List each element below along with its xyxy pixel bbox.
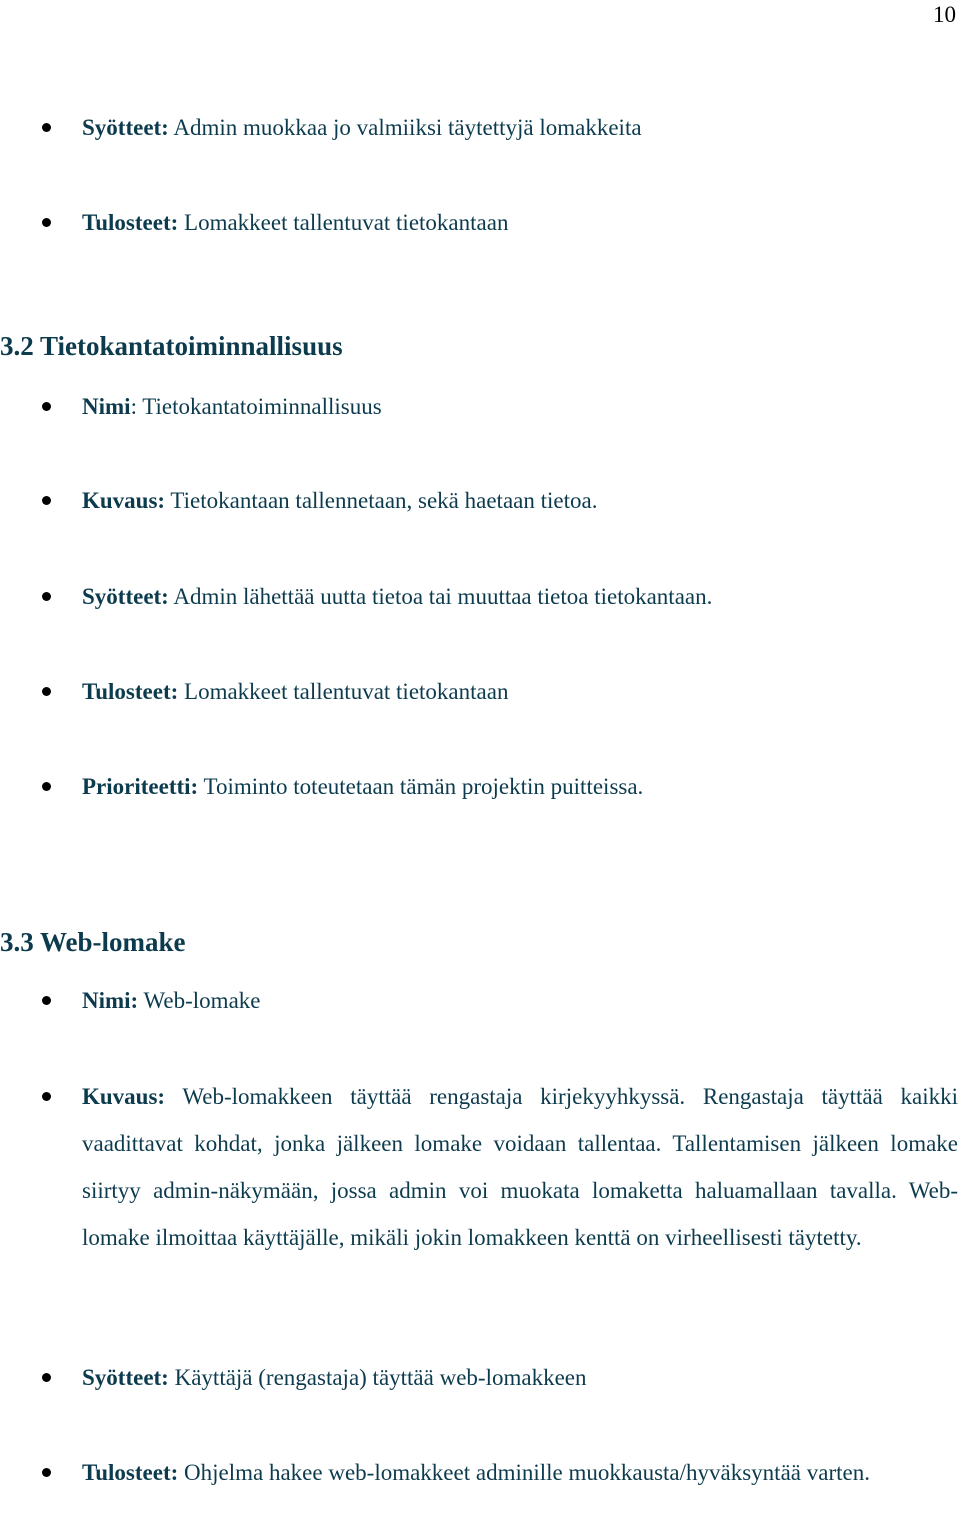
- item-label: Syötteet:: [82, 584, 169, 609]
- item-text: Web-lomake: [138, 988, 261, 1013]
- item-text: Käyttäjä (rengastaja) täyttää web-lomakkeen: [168, 1365, 587, 1390]
- item-label: Nimi:: [82, 988, 139, 1013]
- item-text: Lomakkeet tallentuvat tietokantaan: [178, 210, 509, 235]
- list-item-syotteet: [82, 1354, 958, 1401]
- section-heading-3-3: 3.3 Web-lomake: [0, 927, 186, 957]
- list-item-tulosteet: [82, 199, 958, 246]
- bullet-icon: [42, 218, 51, 227]
- list-item-nimi: [82, 383, 958, 430]
- item-text: : Tietokantatoiminnallisuus: [130, 394, 382, 419]
- page-number: 10: [933, 2, 956, 27]
- item-label: Nimi: [82, 394, 131, 419]
- item-text: Tietokantaan tallennetaan, sekä haetaan tietoa.: [165, 488, 598, 513]
- item-text: Lomakkeet tallentuvat tietokantaan: [178, 679, 509, 704]
- item-label: Syötteet:: [82, 115, 169, 140]
- list-item-nimi: [82, 977, 958, 1024]
- bullet-icon: [42, 402, 51, 411]
- item-label: Tulosteet:: [82, 679, 179, 704]
- bullet-icon: [42, 496, 51, 505]
- list-item-kuvaus: [82, 1073, 958, 1261]
- item-label: Syötteet:: [82, 1365, 169, 1390]
- item-text: Ohjelma hakee web-lomakkeet adminille muokkausta/hyväksyntää varten.: [178, 1460, 870, 1485]
- item-text: Web-lomakkeen täyttää rengastaja kirjekyyhkyssä. Rengastaja täyttää kaikki vaadittavat kohdat, jonka jälkeen lomake voidaan tallentaa. Tallentamisen jälkeen lomake siirtyy admin-näkymään, jossa admin voi muokata lomaketta haluamallaan tavalla. Web-lomake ilmoittaa käyttäjälle, mikäli jokin lomakkeen kenttä on virheellisesti täytetty.: [82, 1084, 958, 1250]
- list-item-kuvaus: [82, 477, 958, 524]
- bullet-icon: [42, 782, 51, 791]
- item-text: Admin muokkaa jo valmiiksi täytettyjä lomakkeita: [168, 115, 642, 140]
- item-text: Admin lähettää uutta tietoa tai muuttaa tietoa tietokantaan.: [168, 584, 713, 609]
- list-item-tulosteet: [82, 668, 958, 715]
- item-label: Tulosteet:: [82, 1460, 179, 1485]
- bullet-icon: [42, 1092, 51, 1101]
- bullet-icon: [42, 123, 51, 132]
- list-item-syotteet: [82, 573, 958, 620]
- bullet-icon: [42, 1373, 51, 1382]
- item-text: Toiminto toteutetaan tämän projektin puitteissa.: [198, 774, 644, 799]
- item-label: Kuvaus:: [82, 488, 166, 513]
- bullet-icon: [42, 687, 51, 696]
- list-item-prioriteetti: [82, 763, 958, 810]
- bullet-icon: [42, 592, 51, 601]
- item-label: Prioriteetti:: [82, 774, 199, 799]
- list-item-tulosteet: [82, 1449, 958, 1496]
- bullet-icon: [42, 1468, 51, 1477]
- section-heading-3-2: 3.2 Tietokantatoiminnallisuus: [0, 331, 343, 361]
- item-label: Kuvaus:: [82, 1084, 166, 1109]
- bullet-icon: [42, 996, 51, 1005]
- list-item-syotteet: [82, 104, 958, 151]
- item-label: Tulosteet:: [82, 210, 179, 235]
